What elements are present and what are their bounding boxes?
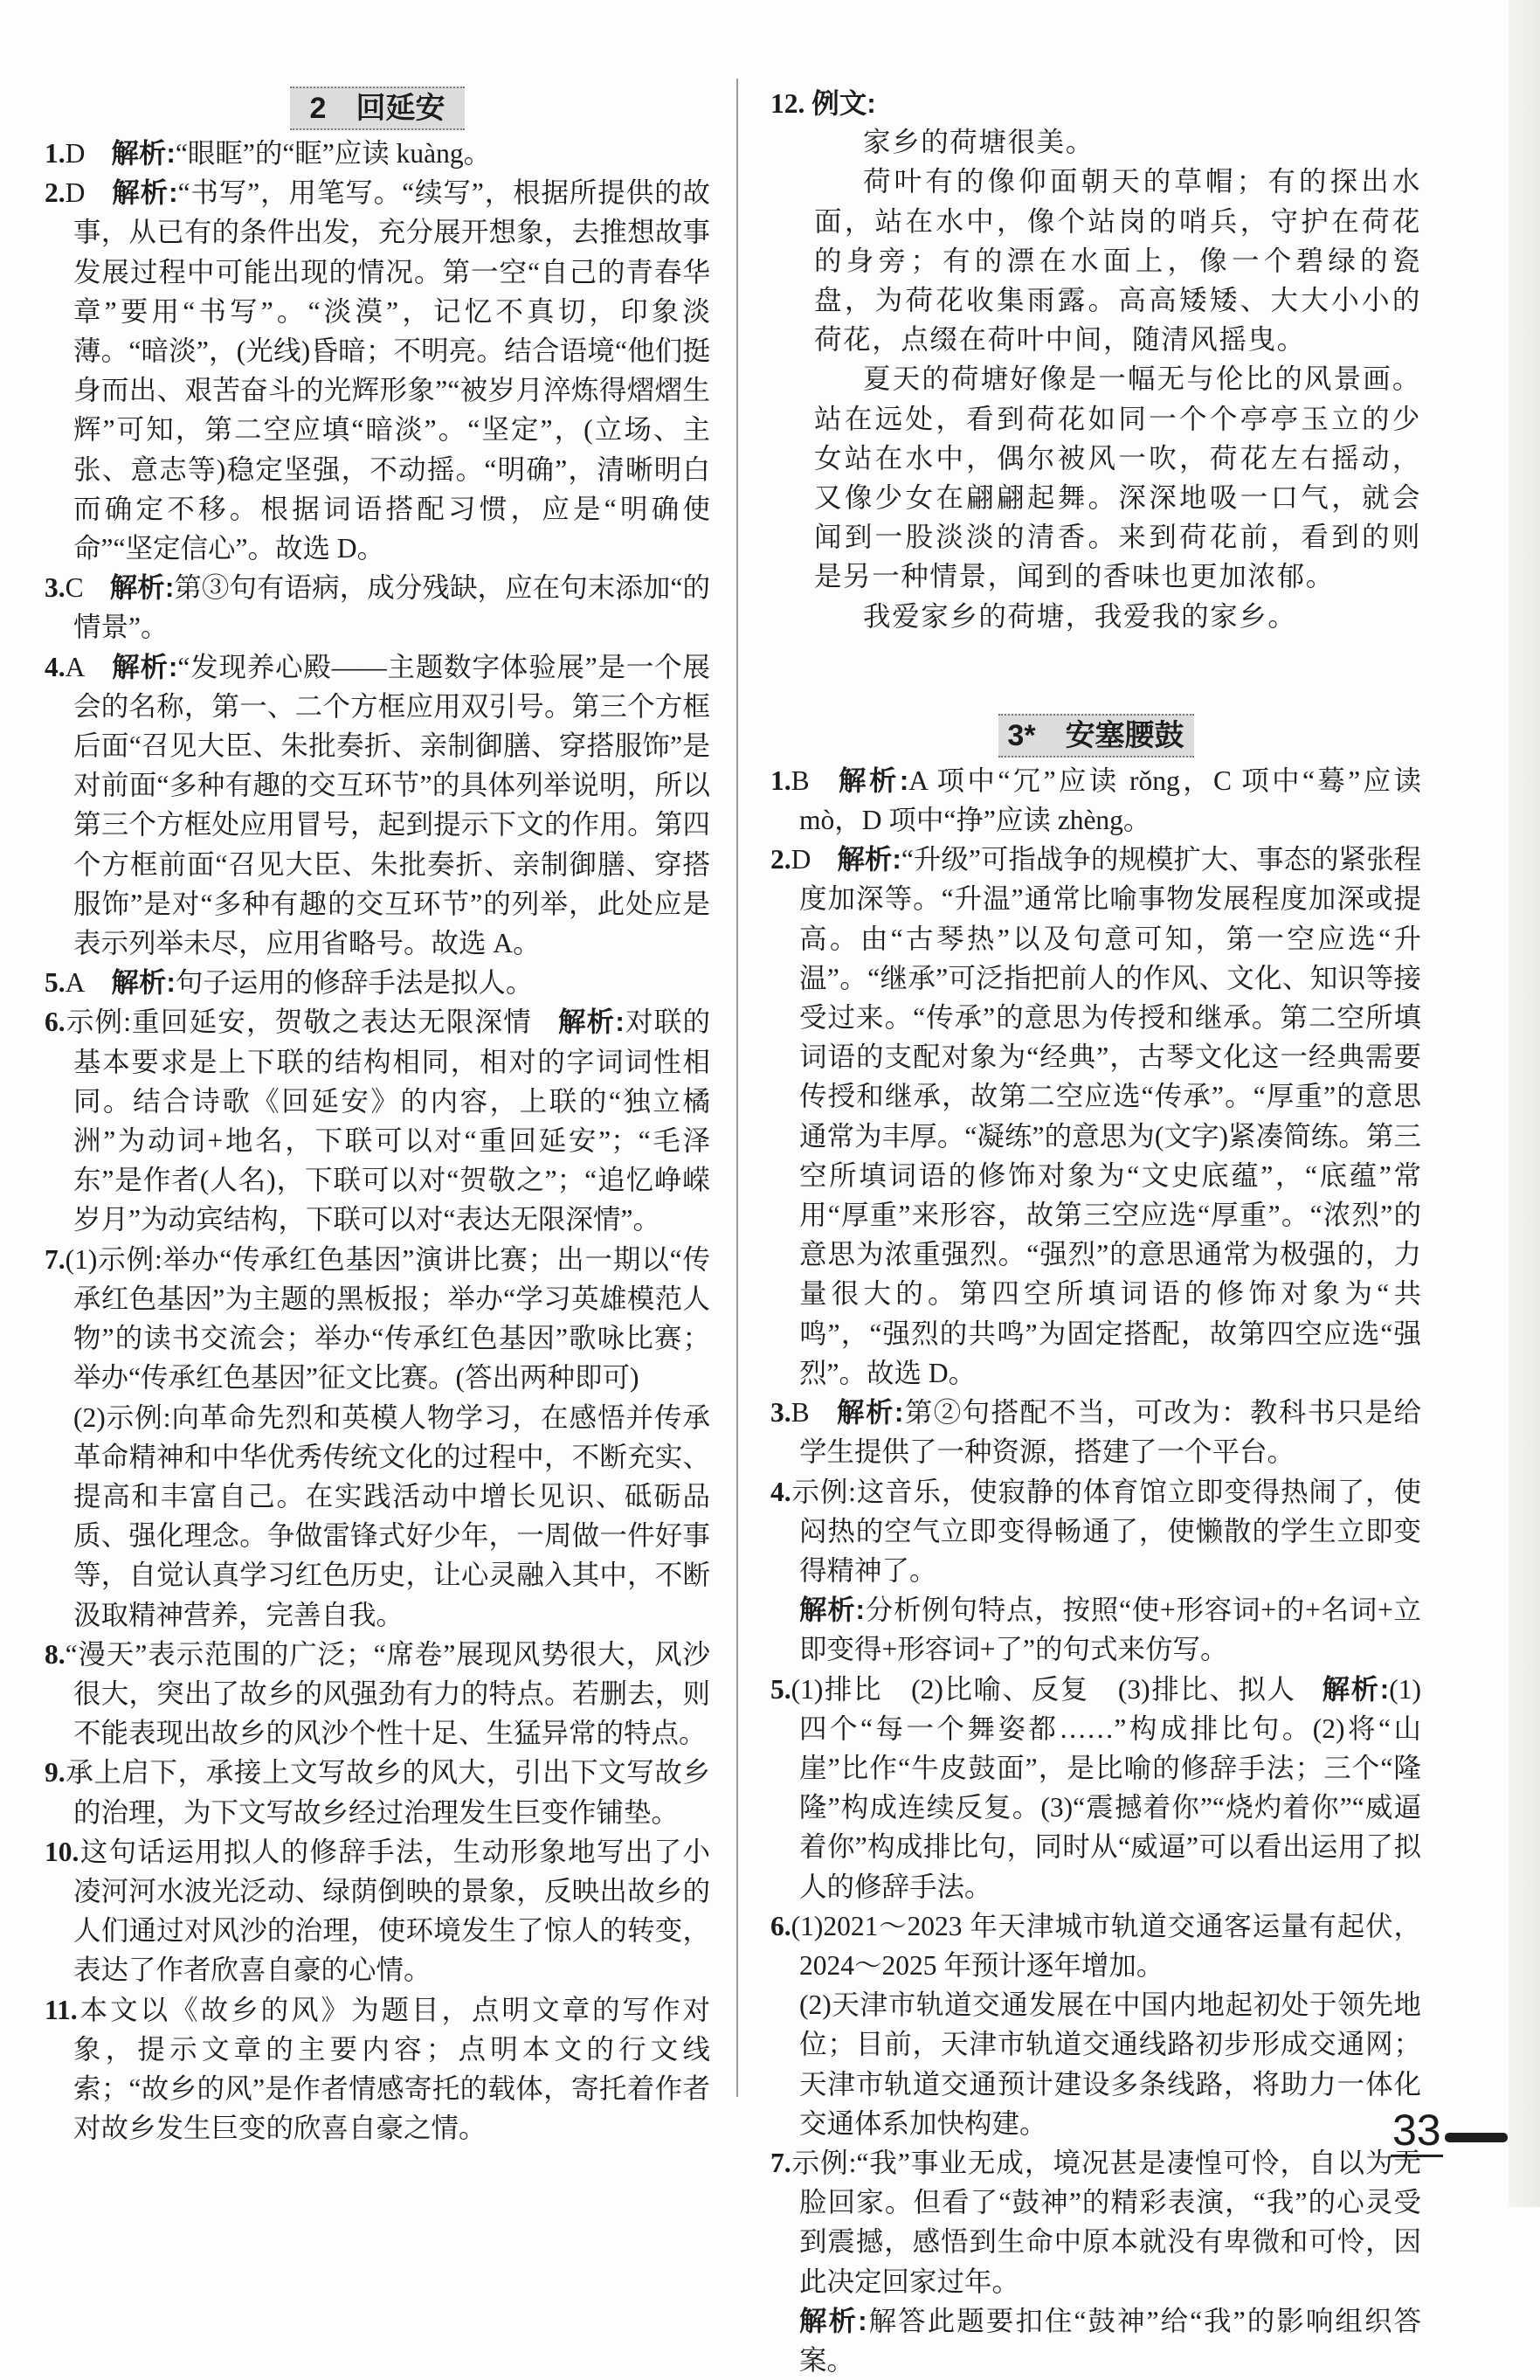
- answer-item: [770, 761, 1421, 840]
- essay-paragraph: 我爱家乡的荷塘，我爱我的家乡。: [863, 600, 1297, 633]
- analysis-label: 解析:: [111, 137, 176, 169]
- item-text: 分析例句特点，按照“使+形容词+的+名词+立即变得+形容词+了”的句式来仿写。: [799, 1595, 1421, 1665]
- item-answer: D: [791, 844, 811, 875]
- essay-paragraph: 夏天的荷塘好像是一幅无与伦比的风景画。站在远处，看到荷花如同一个个亭亭玉立的少女站在水中，偶尔被风一吹，荷花左右摇动，又像少女在翩翩起舞。深深地吸一口气，就会闻到一股淡淡的清香。来到荷花前，看到的则是另一种情景，闻到的香味也更加浓郁。: [814, 363, 1421, 593]
- column-divider: [736, 79, 738, 2097]
- item-answer: B: [791, 765, 810, 796]
- item-number: 2.: [45, 177, 66, 209]
- section-title-hui-yanan: [290, 86, 465, 130]
- section-number: 2: [309, 92, 327, 125]
- item-text: (2)示例:向革命先烈和英模人物学习，在感悟并传承革命精神和中华优秀传统文化的过程中，不断充实、提高和丰富自己。在实践活动中增长见识、砥砺品质、强化理念。争做雷锋式好少年，一周做一件好事等，自觉认真学习红色历史，让心灵融入其中，不断汲取精神营养，完善自我。: [73, 1401, 710, 1630]
- answer-item: [770, 1906, 1421, 2143]
- answer-item: [45, 647, 710, 964]
- analysis-label: 解析:: [111, 966, 176, 999]
- section-number: 3*: [1007, 718, 1036, 752]
- answer-item: [45, 134, 710, 173]
- item-number: 8.: [45, 1638, 66, 1670]
- item-number: 3.: [770, 1397, 791, 1429]
- item-text: 示例:“我”事业无成，境况甚是凄惶可怜，自以为无脸回家。但看了“鼓神”的精彩表演，“我”的心灵受到震撼，感悟到生命中原本就没有卑微和可怜，因此决定回家过年。: [791, 2147, 1421, 2297]
- answer-item: [45, 1990, 710, 2148]
- item-text: (2)天津市轨道交通发展在中国内地起初处于领先地位；目前，天津市轨道交通线路初步形成交通网；天津市轨道交通预计建设多条线路，将助力一体化交通体系加快构建。: [799, 1989, 1421, 2139]
- item-number: 10.: [45, 1836, 79, 1867]
- answer-list: [45, 134, 710, 2148]
- page-edge-shadow: [1509, 0, 1540, 2207]
- item-number: 6.: [45, 1007, 66, 1038]
- answer-item: [770, 1670, 1421, 1906]
- answer-item: [770, 2143, 1421, 2380]
- item-answer: A: [65, 967, 86, 999]
- sample-essay: [770, 123, 1421, 637]
- answer-item: [770, 840, 1421, 1393]
- item-number: 9.: [45, 1757, 66, 1788]
- answer-item: [45, 1832, 710, 1990]
- item-text: (1)四个“每一个舞姿都……”构成排比句。(2)将“山崖”比作“牛皮鼓面”，是比喻的修辞手法；三个“隆隆”构成连续反复。(3)“震撼着你”“烧灼着你”“威逼着你”构成排比句，同时从“威逼”可以看出运用了拟人的修辞手法。: [799, 1673, 1421, 1902]
- answer-item-essay: [770, 84, 1421, 123]
- item-answer: (1)排比 (2)比喻、反复 (3)排比、拟人: [791, 1673, 1296, 1705]
- item-number: 1.: [45, 138, 66, 169]
- item-number: 7.: [770, 2147, 791, 2178]
- essay-paragraph: 家乡的荷塘很美。: [863, 127, 1095, 159]
- analysis-label: 解析:: [109, 571, 175, 604]
- item-answer: C: [65, 572, 84, 604]
- analysis-label: 解析:: [799, 2304, 867, 2336]
- item-text: “书写”，用笔写。“续写”，根据所提供的故事，从已有的条件出发，充分展开想象，去推想故事发展过程中可能出现的情况。第一空“自己的青春华章”要用“书写”。“淡漠”，记忆不真切，印象淡薄。“暗淡”，(光线)昏暗；不明亮。结合语境“他们挺身而出、艰苦奋斗的光辉形象”“被岁月淬炼得熠熠生辉”可知，第二空应填“暗淡”。“坚定”，(立场、主张、意志等)稳定坚强，不动摇。“明确”，清晰明白而确定不移。根据词语搭配习惯，应是“明确使命”“坚定信心”。故选 D。: [73, 177, 710, 564]
- item-text: “发现养心殿——主题数字体验展”是一个展会的名称，第一、二个方框应用双引号。第三个方框后面“召见大臣、朱批奏折、亲制御膳、穿搭服饰”是对前面“多种有趣的交互环节”的具体列举说明，所以第三个方框处应用冒号，起到提示下文的作用。第四个方框前面“召见大臣、朱批奏折、亲制御膳、穿搭服饰”是对“多种有趣的交互环节”的列举，此处应是表示列举未尽，应用省略号。故选 A。: [73, 651, 710, 959]
- item-number: 5.: [770, 1673, 791, 1705]
- item-answer: 示例:重回延安，贺敬之表达无限深情: [65, 1007, 532, 1038]
- answer-item: [45, 1240, 710, 1635]
- analysis-label: 解析:: [557, 1006, 625, 1038]
- item-sub-paragraph: [799, 1590, 1421, 1669]
- item-number: 2.: [770, 844, 791, 875]
- left-column: [45, 86, 710, 2148]
- item-text: 第③句有语病，成分残缺，应在句末添加“的情景”。: [73, 572, 710, 643]
- item-text: (1)示例:举办“传承红色基因”演讲比赛；出一期以“传承红色基因”为主题的黑板报；举办“学习英雄模范人物”的读书交流会；举办“传承红色基因”歌咏比赛；举办“传承红色基因”征文比赛。(答出两种即可): [65, 1243, 710, 1394]
- essay-label: 例文:: [811, 87, 876, 119]
- analysis-label: 解析:: [111, 176, 178, 209]
- item-answer: D: [65, 138, 86, 169]
- answer-item: [45, 1635, 710, 1754]
- item-text: (1)2021～2023 年天津城市轨道交通客运量有起伏，2024～2025 年预计逐年增加。: [791, 1910, 1421, 1981]
- item-text: A 项中“冗”应读 rǒng，C 项中“蓦”应读 mò，D 项中“挣”应读 zhèng。: [799, 765, 1421, 836]
- answer-item: [770, 1472, 1421, 1670]
- item-number: 6.: [770, 1910, 791, 1941]
- answer-item: [45, 173, 710, 568]
- item-number: 4.: [770, 1476, 791, 1507]
- item-number: 12.: [770, 88, 805, 119]
- item-number: 7.: [45, 1243, 66, 1275]
- answer-item: [45, 963, 710, 1002]
- answer-item: [45, 568, 710, 647]
- answer-list: [770, 761, 1421, 2380]
- item-sub-paragraph: [799, 1985, 1421, 2143]
- item-number: 3.: [45, 572, 66, 604]
- analysis-label: 解析:: [837, 843, 901, 875]
- item-answer: B: [791, 1397, 810, 1429]
- item-text: 第②句搭配不当，可改为：教科书只是给学生提供了一种资源，搭建了一个平台。: [799, 1397, 1421, 1468]
- analysis-label: 解析:: [111, 650, 178, 682]
- item-text: 示例:这音乐，使寂静的体育馆立即变得热闹了，使闷热的空气立即变得畅通了，使懒散的学生立即变得精神了。: [791, 1476, 1421, 1586]
- answer-item: [45, 1002, 710, 1239]
- section-title-text: 回延安: [356, 92, 445, 125]
- analysis-label: 解析:: [799, 1594, 865, 1626]
- page-number-bar: [1445, 2133, 1508, 2142]
- item-text: 对联的基本要求是上下联的结构相同，相对的字词词性相同。结合诗歌《回延安》的内容，上联的“独立橘洲”为动词+地名，下联可以对“重回延安”；“毛泽东”是作者(人名)，下联可以对“贺敬之”；“追忆峥嵘岁月”为动宾结构，下联可以对“表达无限深情”。: [73, 1007, 710, 1235]
- item-sub-paragraph: [799, 2301, 1421, 2380]
- item-text: 解答此题要扣住“鼓神”给“我”的影响组织答案。: [799, 2305, 1421, 2376]
- page-number: 33: [1391, 2106, 1443, 2157]
- analysis-label: 解析:: [835, 764, 909, 796]
- section-title-text: 安塞腰鼓: [1065, 718, 1184, 752]
- item-sub-paragraph: [73, 1398, 710, 1635]
- item-answer: A: [65, 651, 86, 682]
- item-text: “漫天”表示范围的广泛；“席卷”展现风势很大，风沙很大，突出了故乡的风强劲有力的特点。若删去，则不能表现出故乡的风沙个性十足、生猛异常的特点。: [65, 1638, 710, 1749]
- item-answer: D: [65, 177, 86, 209]
- item-text: 句子运用的修辞手法是拟人。: [175, 967, 534, 999]
- item-number: 11.: [45, 1994, 78, 2025]
- right-column: [770, 84, 1421, 2380]
- item-number: 1.: [770, 765, 791, 796]
- section-title-ansai-yaogu: [998, 714, 1194, 758]
- item-text: 这句话运用拟人的修辞手法，生动形象地写出了小凌河河水波光泛动、绿荫倒映的景象，反映出故乡的人们通过对风沙的治理，使环境发生了惊人的转变，表达了作者欣喜自豪的心情。: [73, 1836, 710, 1986]
- item-text: 承上启下，承接上文写故乡的风大，引出下文写故乡的治理，为下文写故乡经过治理发生巨变作铺垫。: [65, 1757, 710, 1828]
- answer-item: [45, 1753, 710, 1831]
- item-text: 本文以《故乡的风》为题目，点明文章的写作对象，提示文章的主要内容；点明本文的行文线索；“故乡的风”是作者情感寄托的载体，寄托着作者对故乡发生巨变的欣喜自豪之情。: [73, 1994, 710, 2144]
- essay-paragraph: 荷叶有的像仰面朝天的草帽；有的探出水面，站在水中，像个站岗的哨兵，守护在荷花的身旁；有的漂在水面上，像一个碧绿的瓷盘，为荷花收集雨露。高高矮矮、大大小小的荷花，点缀在荷叶中间，随清风摇曳。: [814, 166, 1421, 356]
- item-text: “升级”可指战争的规模扩大、事态的紧张程度加深等。“升温”通常比喻事物发展程度加深或提高。由“古琴热”以及句意可知，第一空应选“升温”。“继承”可泛指把前人的作风、文化、知识等接受过来。“传承”的意思为传授和继承。第二空所填词语的支配对象为“经典”，古琴文化这一经典需要传授和继承，故第二空应选“传承”。“厚重”的意思通常为丰厚。“凝练”的意思为(文字)紧凑简练。第三空所填词语的修饰对象为“文史底蕴”，“底蕴”常用“厚重”来形容，故第三空应选“厚重”。“浓烈”的意思为浓重强烈。“强烈”的意思通常为极强的，力量很大的。第四空所填词语的修饰对象为“共鸣”，“强烈的共鸣”为固定搭配，故第四空应选“强烈”。故选 D。: [799, 844, 1421, 1388]
- item-number: 5.: [45, 967, 66, 999]
- item-number: 4.: [45, 651, 66, 682]
- analysis-label: 解析:: [835, 1396, 904, 1429]
- item-text: “眼眶”的“眶”应读 kuàng。: [175, 138, 492, 169]
- answer-item: [770, 1393, 1421, 1471]
- analysis-label: 解析:: [1322, 1672, 1390, 1705]
